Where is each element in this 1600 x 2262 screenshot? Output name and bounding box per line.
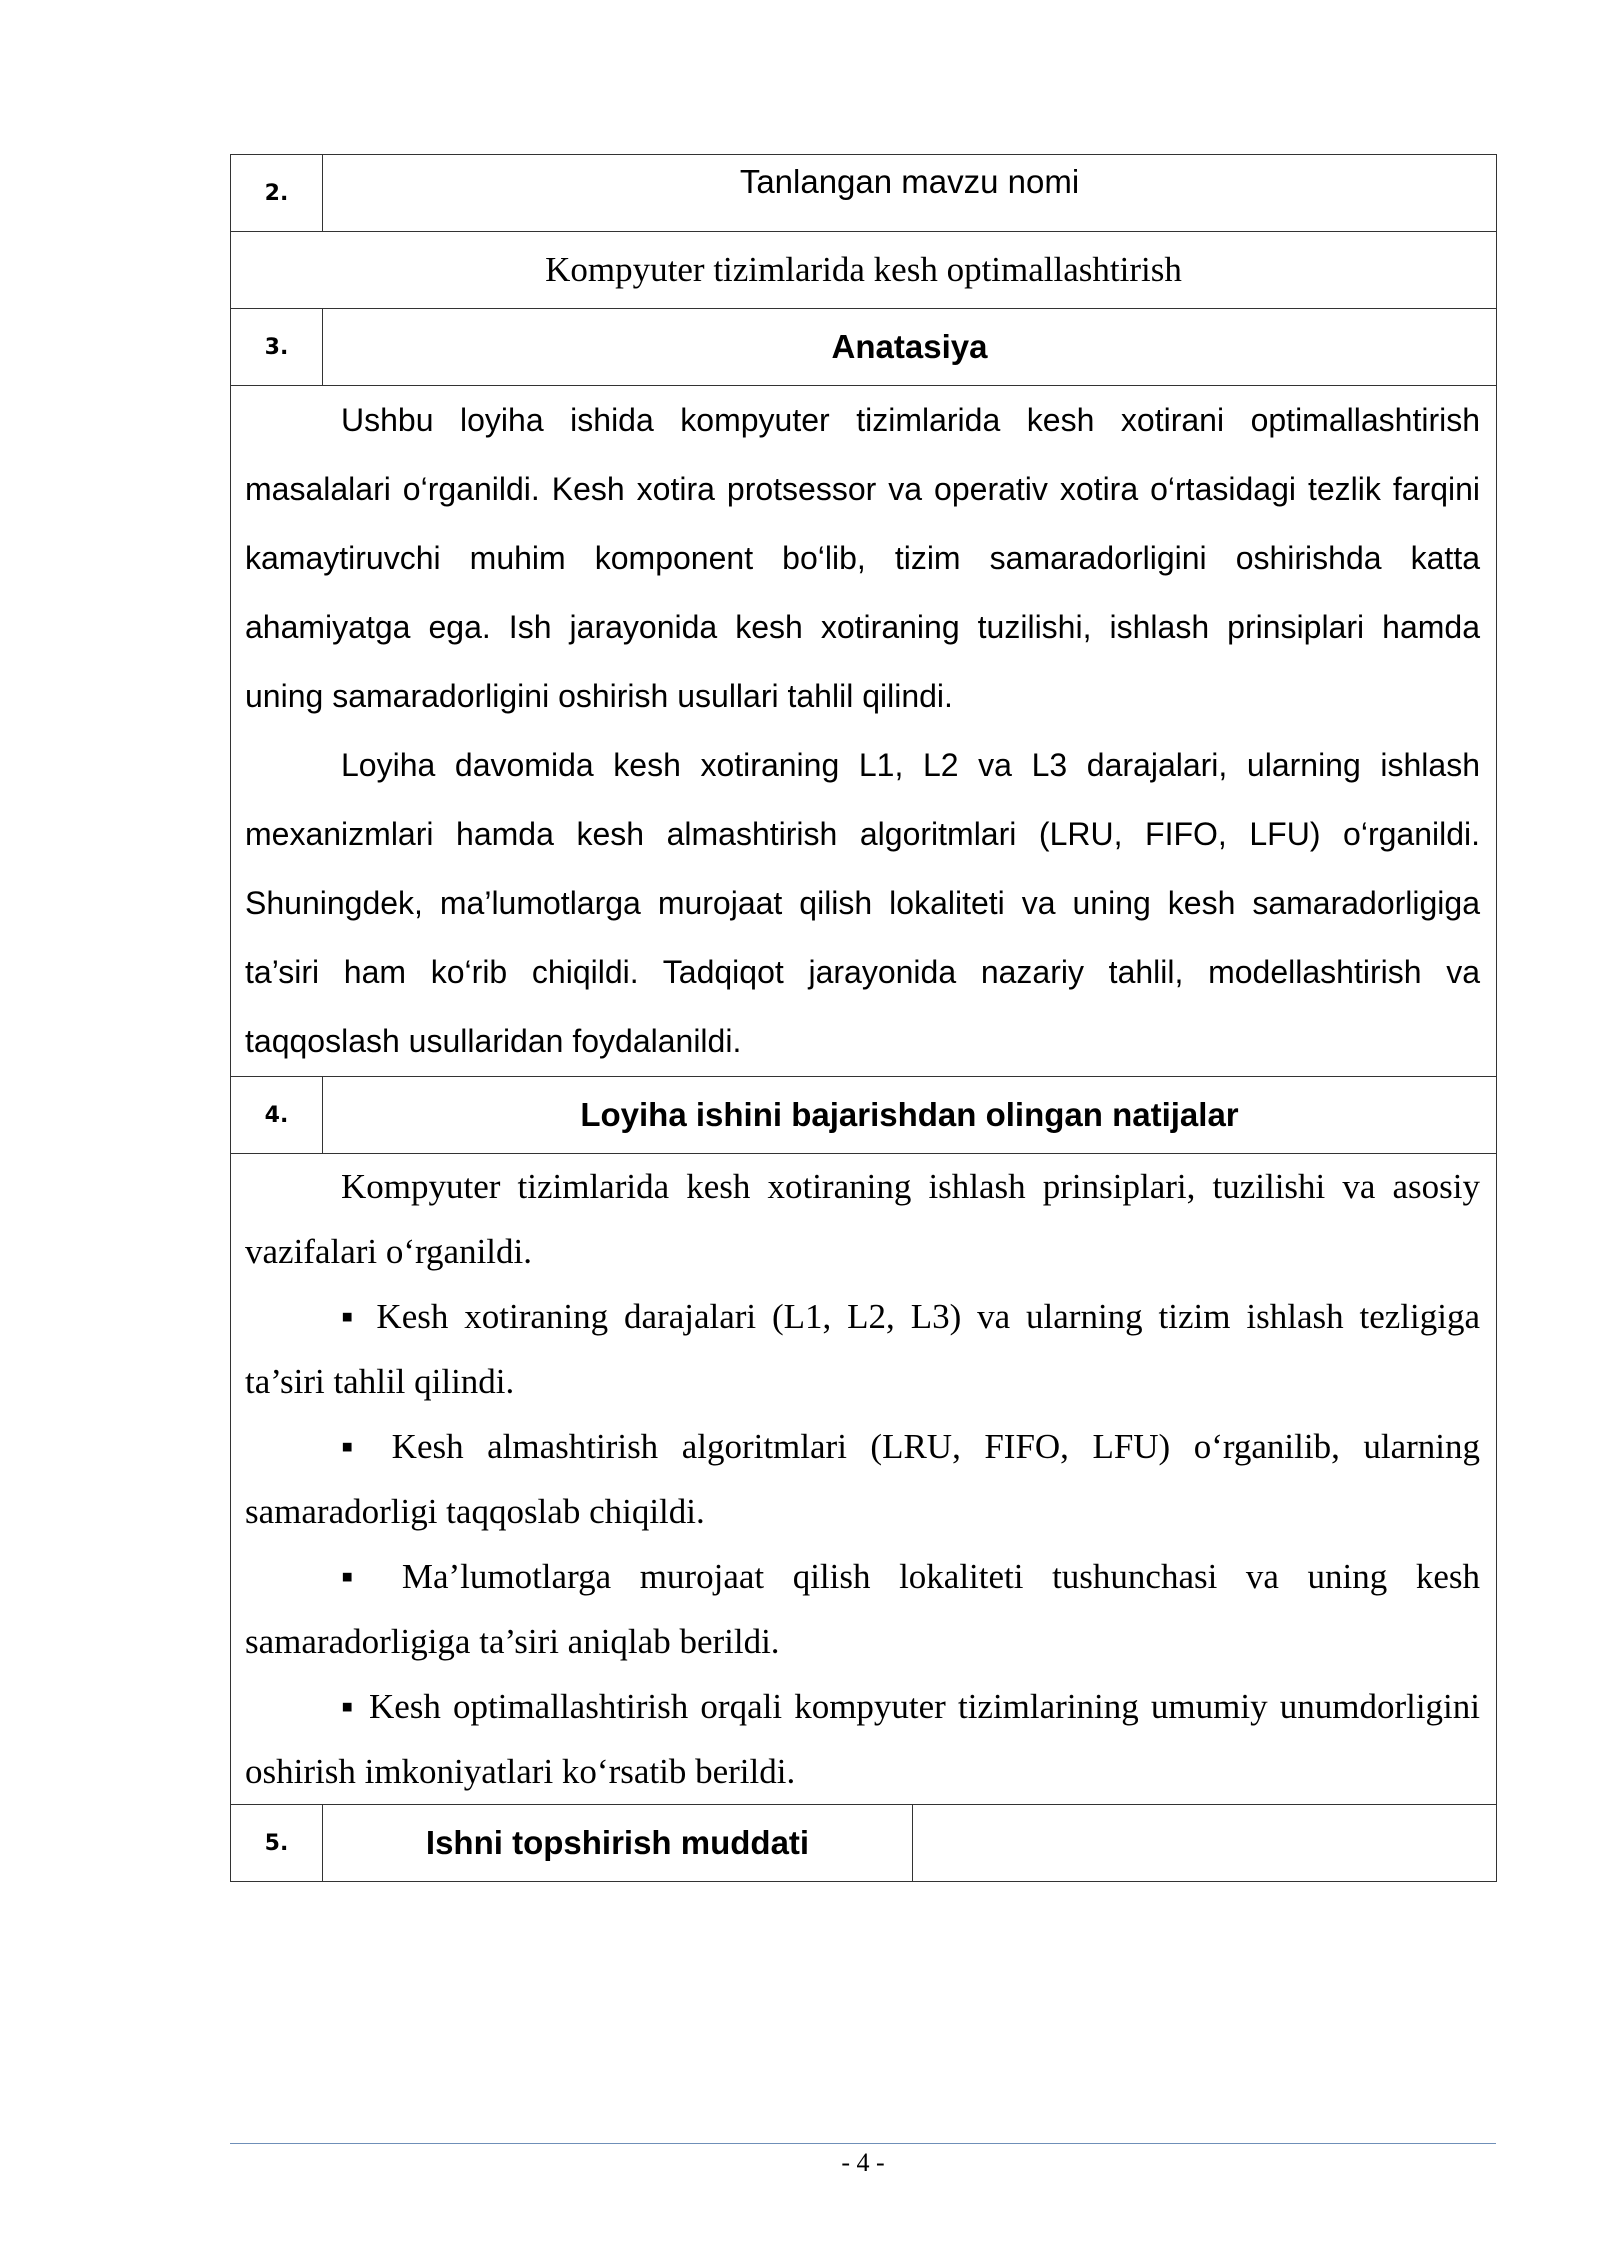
footer-divider: [230, 2143, 1496, 2144]
section-4-row: [231, 1077, 1497, 1154]
section-title: Loyiha ishini bajarishdan olingan natijalar: [323, 1077, 1497, 1154]
section-number: 3.: [231, 309, 323, 386]
abstract-text: [231, 386, 1497, 1077]
results-bullet: ▪ Kesh almashtirish algoritmlari (LRU, FIFO, LFU) o‘rganilib, ularning samaradorligi taqqoslab chiqildi.: [245, 1427, 1480, 1531]
document-table: [230, 154, 1497, 1882]
results-paragraph: Kompyuter tizimlarida kesh xotiraning ishlash prinsiplari, tuzilishi va asosiy vazifalari o‘rganildi.: [245, 1167, 1480, 1271]
results-row: [231, 1154, 1497, 1805]
abstract-paragraph: Ushbu loyiha ishida kompyuter tizimlarida kesh xotirani optimallashtirish masalalari o‘rganildi. Kesh xotira protsessor va operativ xotira o‘rtasidagi tezlik farqini kamaytiruvchi muhim komponent bo‘lib, tizim samaradorligini oshirishda katta ahamiyatga ega. Ish jarayonida kesh xotiraning tuzilishi, ishlash prinsiplari hamda uning samaradorligini oshirish usullari tahlil qilindi.: [245, 402, 1480, 714]
topic-name: Kompyuter tizimlarida kesh optimallashtirish: [231, 232, 1497, 309]
abstract-paragraph: Loyiha davomida kesh xotiraning L1, L2 va L3 darajalari, ularning ishlash mexanizmlari hamda kesh almashtirish algoritmlari (LRU, FIFO, LFU) o‘rganildi. Shuningdek, ma’lumotlarga murojaat qilish lokaliteti va uning kesh samaradorligiga ta’siri ham ko‘rib chiqildi. Tadqiqot jarayonida nazariy tahlil, modellashtirish va taqqoslash usullaridan foydalanildi.: [245, 747, 1480, 1059]
deadline-value: [913, 1805, 1497, 1882]
abstract-row: [231, 386, 1497, 1077]
section-title: Ishni topshirish muddati: [323, 1805, 913, 1882]
section-number: 2.: [231, 155, 323, 232]
results-text: [231, 1154, 1497, 1805]
section-number: 5.: [231, 1805, 323, 1882]
section-2-row: [231, 155, 1497, 232]
topic-row: [231, 232, 1497, 309]
results-bullet: ▪ Kesh xotiraning darajalari (L1, L2, L3) va ularning tizim ishlash tezligiga ta’siri tahlil qilindi.: [245, 1297, 1480, 1401]
section-title: Tanlangan mavzu nomi: [323, 155, 1497, 232]
section-number: 4.: [231, 1077, 323, 1154]
results-bullet: ▪ Ma’lumotlarga murojaat qilish lokaliteti tushunchasi va uning kesh samaradorligiga ta’siri aniqlab berildi.: [245, 1557, 1480, 1661]
section-3-row: [231, 309, 1497, 386]
results-bullet: ▪ Kesh optimallashtirish orqali kompyuter tizimlarining umumiy unumdorligini oshirish imkoniyatlari ko‘rsatib berildi.: [245, 1687, 1480, 1791]
section-title: Anatasiya: [323, 309, 1497, 386]
page-number: - 4 -: [841, 2148, 885, 2177]
section-5-row: [231, 1805, 1497, 1882]
